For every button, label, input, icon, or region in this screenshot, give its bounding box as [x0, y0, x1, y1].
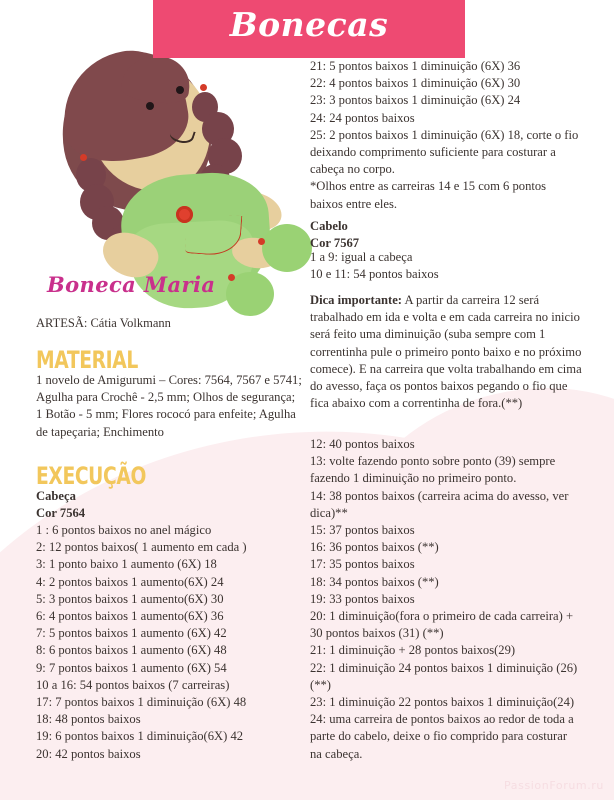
dica-text: A partir da carreira 12 será trabalhado em ida e volta e em cada carreira no inicio será feito uma diminuição (suba sempre com 1 correntinha pule o primeiro ponto baixo e no próximo comece). E na carreira que volta trabalhando em cima do avesso, faça os pontos baixos pegando o fio que fica abaixo com a correntinha de fora.(**): [310, 293, 582, 411]
instruction-row: 13: volte fazendo ponto sobre ponto (39) sempre fazendo 1 diminuição no primeiro ponto.: [310, 454, 556, 486]
instruction-row: 22: 1 diminuição 24 pontos baixos 1 diminuição (26) (**): [310, 660, 578, 692]
instruction-row: 14: 38 pontos baixos (carreira acima do avesso, ver dica)**: [310, 488, 569, 520]
instruction-row: 22: 4 pontos baixos 1 diminuição (6X) 30: [310, 76, 521, 91]
instruction-row: 18: 34 pontos baixos (**): [310, 574, 439, 589]
doll-photo: [36, 46, 318, 286]
dica-label: Dica importante:: [310, 293, 402, 307]
instruction-row: 21: 1 diminuição + 28 pontos baixos(29): [310, 643, 516, 658]
instruction-row: 3: 1 ponto baixo 1 aumento (6X) 18: [36, 557, 217, 572]
instruction-row: 19: 6 pontos baixos 1 diminuição(6X) 42: [36, 729, 244, 744]
instruction-row: 2: 12 pontos baixos( 1 aumento em cada ): [36, 540, 247, 555]
execucao-part-label: Cabeça: [36, 489, 76, 503]
page-title: Bonecas: [229, 5, 389, 44]
instruction-row: 12: 40 pontos baixos: [310, 437, 415, 451]
instruction-row: 8: 6 pontos baixos 1 aumento (6X) 48: [36, 643, 227, 658]
material-heading: MATERIAL: [36, 346, 138, 374]
cabelo-color-label: Cor 7567: [310, 236, 360, 251]
instruction-row: *Olhos entre as carreiras 14 e 15 com 6 pontos baixos entre eles.: [310, 179, 547, 211]
dica-importante-block: [310, 292, 582, 412]
execucao-heading: EXECUÇÃO: [36, 462, 146, 490]
watermark: PassionForum.ru: [504, 779, 604, 792]
instruction-row: 10 e 11: 54 pontos baixos: [310, 267, 439, 282]
title-banner: [153, 0, 465, 58]
instruction-row: 7: 5 pontos baixos 1 aumento (6X) 42: [36, 626, 227, 641]
material-body: 1 novelo de Amigurumi – Cores: 7564, 7567 e 5741; Agulha para Crochê - 2,5 mm; Olhos de segurança; 1 Botão - 5 mm; Flores rococó para enfeite; Agulha de tapeçaria; Enchimento: [36, 373, 302, 439]
head-rows-list: [310, 58, 582, 213]
instruction-row: 16: 36 pontos baixos (**): [310, 540, 439, 555]
doll-eye-shape: [176, 86, 184, 94]
cabelo-subheading: [310, 218, 582, 252]
cabelo-part-label: Cabelo: [310, 219, 348, 233]
instruction-row: 20: 42 pontos baixos: [36, 746, 141, 761]
instruction-row: 21: 5 pontos baixos 1 diminuição (6X) 36: [310, 59, 521, 73]
instruction-row: 15: 37 pontos baixos: [310, 523, 415, 538]
execucao-subheading: [36, 488, 304, 522]
hair-rows-list: [310, 436, 582, 763]
instruction-row: 17: 35 pontos baixos: [310, 557, 415, 572]
instruction-row: 17: 7 pontos baixos 1 diminuição (6X) 48: [36, 695, 247, 710]
doll-tiny-flower-shape: [258, 238, 265, 245]
project-name: Boneca Maria: [47, 272, 216, 297]
instruction-row: 23: 3 pontos baixos 1 diminuição (6X) 24: [310, 93, 521, 108]
doll-eye-shape: [146, 102, 154, 110]
doll-shoe-right-shape: [262, 224, 312, 272]
instruction-row: 4: 2 pontos baixos 1 aumento(6X) 24: [36, 574, 224, 589]
instruction-row: 24: 24 pontos baixos: [310, 110, 415, 125]
execucao-row-list: [36, 522, 304, 763]
doll-rose-flower-shape: [176, 206, 193, 223]
artisan-credit: ARTESÃ: Cátia Volkmann: [36, 316, 171, 330]
instruction-row: 1 a 9: igual a cabeça: [310, 250, 413, 264]
instruction-row: 1 : 6 pontos baixos no anel mágico: [36, 523, 212, 537]
cabelo-row-list: [310, 249, 582, 283]
instruction-row: 5: 3 pontos baixos 1 aumento(6X) 30: [36, 591, 224, 606]
instruction-row: 18: 48 pontos baixos: [36, 712, 141, 727]
doll-tiny-flower-shape: [228, 274, 235, 281]
instruction-row: 9: 7 pontos baixos 1 aumento (6X) 54: [36, 660, 227, 675]
instruction-row: 24: uma carreira de pontos baixos ao redor de toda a parte do cabelo, deixe o fio comprido para costurar na cabeça.: [310, 712, 574, 761]
doll-tiny-flower-shape: [80, 154, 87, 161]
instruction-row: 20: 1 diminuição(fora o primeiro de cada carreira) + 30 pontos baixos (31) (**): [310, 609, 574, 641]
doll-tiny-flower-shape: [200, 84, 207, 91]
instruction-row: 23: 1 diminuição 22 pontos baixos 1 diminuição(24): [310, 695, 575, 710]
instruction-row: 19: 33 pontos baixos: [310, 591, 415, 606]
instruction-row: 25: 2 pontos baixos 1 diminuição (6X) 18, corte o fio deixando comprimento suficiente para costurar a cabeça no corpo.: [310, 127, 579, 177]
instruction-row: 6: 4 pontos baixos 1 aumento(6X) 36: [36, 609, 224, 624]
instruction-row: 10 a 16: 54 pontos baixos (7 carreiras): [36, 677, 230, 692]
execucao-color-label: Cor 7564: [36, 506, 86, 521]
